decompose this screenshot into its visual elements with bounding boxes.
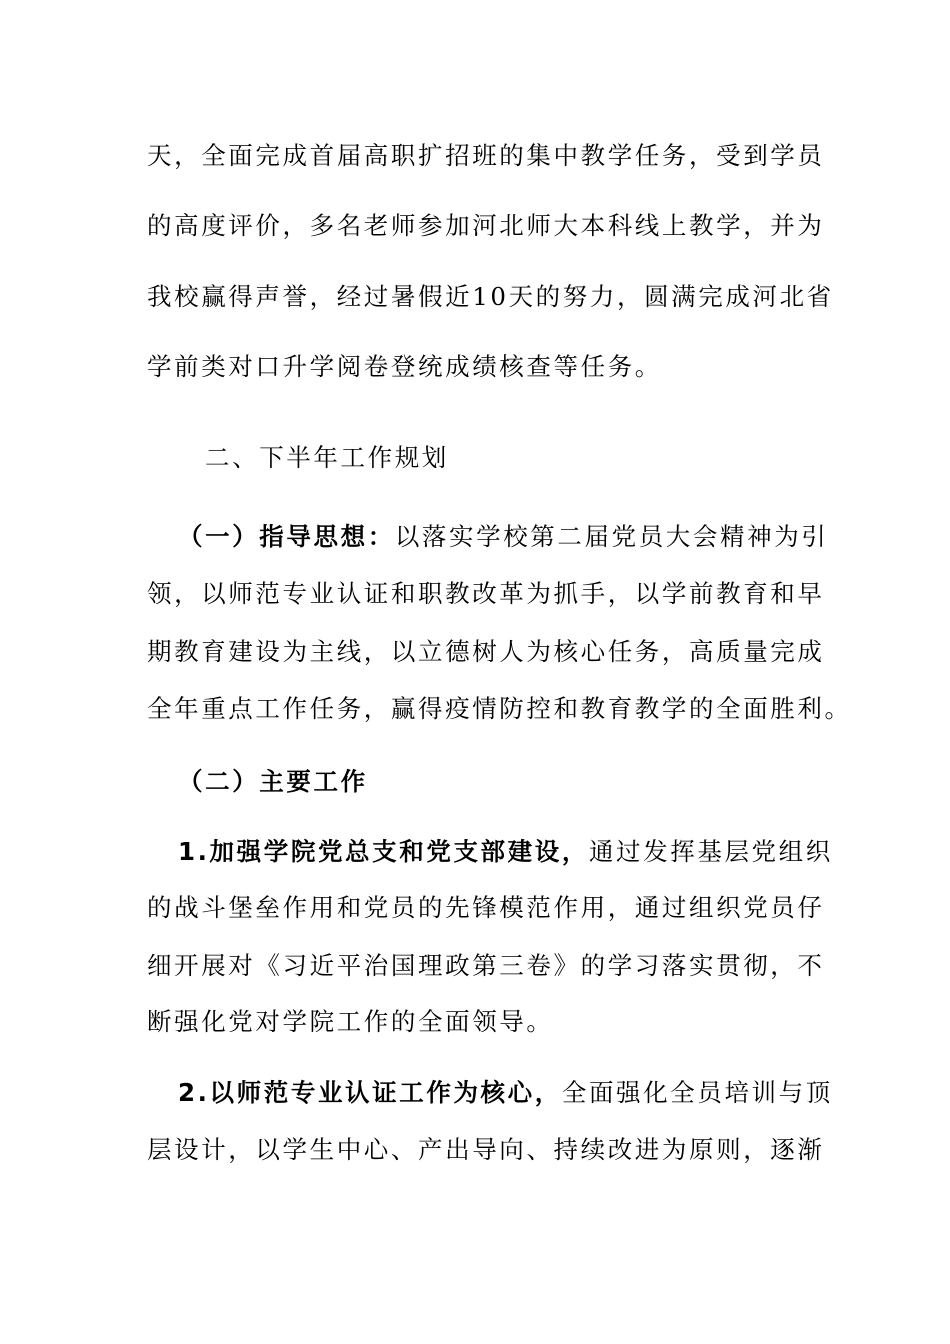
paragraph-line: 领，以师范专业认证和职教改革为抓手，以学前教育和早 [147, 579, 825, 608]
guiding-thought-text: 以落实学校第二届党员大会精神为引 [394, 522, 829, 551]
main-work-heading: （二）主要工作 [178, 767, 368, 796]
item1-text: 通过发挥基层党组织 [588, 837, 833, 866]
paragraph-line: 的战斗堡垒作用和党员的先锋模范作用，通过组织党员仔 [147, 893, 825, 922]
paragraph-line: 细开展对《习近平治国理政第三卷》的学习落实贯彻，不 [147, 951, 825, 980]
item2-label: 2.以师范专业认证工作为核心， [178, 1078, 562, 1107]
guiding-thought-first-line [178, 520, 828, 554]
paragraph-line: 我校赢得声誉，经过暑假近10天的努力，圆满完成河北省 [147, 282, 834, 311]
paragraph-line: 全年重点工作任务，赢得疫情防控和教育教学的全面胜利。 [147, 694, 852, 723]
paragraph-line: 层设计，以学生中心、产出导向、持续改进为原则，逐渐 [147, 1135, 825, 1164]
paragraph-line: 断强化党对学院工作的全面领导。 [147, 1007, 554, 1036]
paragraph-line: 的高度评价，多名老师参加河北师大本科线上教学，并为 [147, 211, 825, 240]
item2-text: 全面强化全员培训与顶 [561, 1078, 833, 1107]
item2-first-line [178, 1076, 833, 1110]
paragraph-line: 天，全面完成首届高职扩招班的集中教学任务，受到学员 [147, 141, 825, 170]
paragraph-line: 期教育建设为主线，以立德树人为核心任务，高质量完成 [147, 637, 825, 666]
paragraph-line: 学前类对口升学阅卷登统成绩核查等任务。 [147, 352, 662, 381]
guiding-thought-label: （一）指导思想： [178, 522, 395, 551]
item1-first-line [178, 835, 833, 869]
section-heading: 二、下半年工作规划 [205, 443, 449, 472]
item1-label: 1.加强学院党总支和党支部建设， [178, 837, 589, 866]
